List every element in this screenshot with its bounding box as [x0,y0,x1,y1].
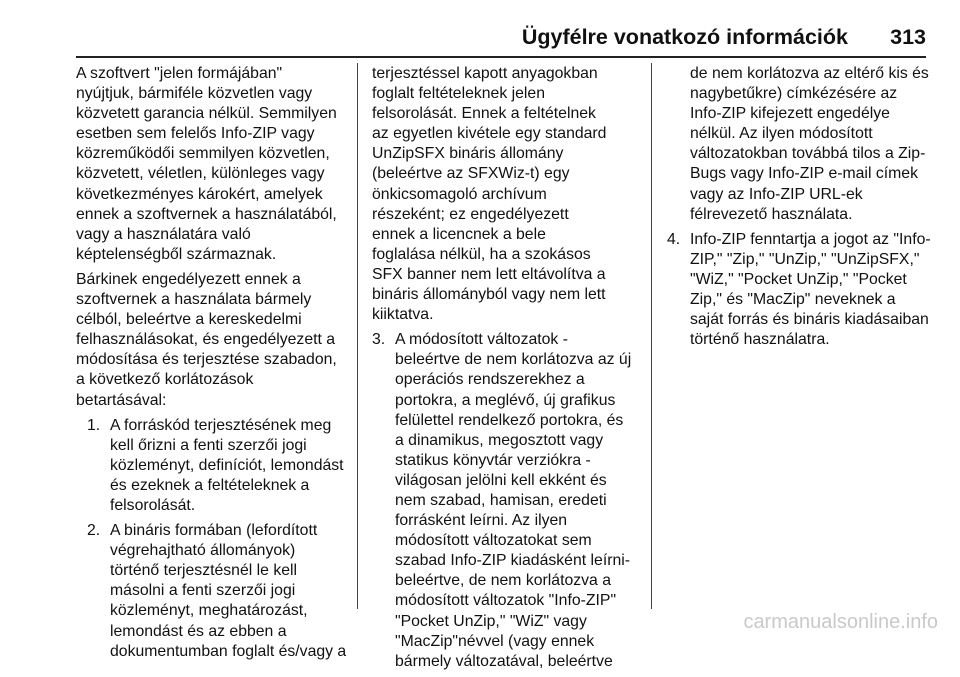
watermark: carmanualsonline.info [743,611,938,633]
text-line: felsorolását. [110,496,196,514]
text-line: nagybetűkre) címkézésére az [690,85,898,103]
text-column-1 [76,64,348,667]
text-line: következményes károkért, amelyek [76,185,323,203]
text-line: nyújtjuk, bármiféle közvetlen vagy [76,85,313,103]
text-line: (beleértve az SFXWiz-t) egy [372,165,570,183]
text-line: de nem korlátozva az eltérő kis és [690,65,929,82]
text-line: dokumentumban foglalt és/vagy a [110,642,347,660]
text-line: közvetett garancia nélkül. Semmilyen [76,105,337,123]
text-line: "Pocket UnZip," "WiZ" vagy [395,612,587,630]
section-title: Ügyfélre vonatkozó információk [521,25,848,49]
text-line: vagy az Info-ZIP URL-ek [690,185,863,203]
text-line: közreműködői semmilyen közvetlen, [76,145,330,163]
header-rule [76,56,926,58]
text-line: félrevezető használata. [690,205,853,223]
page-header [0,0,960,52]
text-line: forrásként leírni. Az ilyen [395,512,568,530]
list-item-3-continued [667,64,929,225]
text-line: A módosított változatok - [395,331,568,349]
text-line: Info-ZIP kifejezett engedélye [690,105,890,123]
text-line: nem szabad, hamisan, eredeti [395,491,607,509]
text-line: önkicsomagoló archívum [372,185,547,203]
paragraph-continuation [372,64,632,325]
text-line: foglalása nélkül, ha a szokásos [372,245,591,263]
text-line: részeként; ez engedélyezett [372,205,569,223]
text-line: szoftvernek a használata bármely [76,291,312,309]
text-line: képtelenségből származnak. [76,245,277,263]
text-column-2 [372,64,632,677]
text-line: másolni a fenti szerzői jogi [110,582,296,600]
text-line: lemondást és az ebben a [110,622,287,640]
paragraph-permission [76,270,348,411]
text-line: nélkül. Az ilyen módosított [690,125,873,143]
text-line: Bárkinek engedélyezett ennek a [76,270,301,288]
text-line: ZIP," "Zip," "UnZip," "UnZipSFX," [690,250,920,268]
text-line: bináris állományból vagy nem lett [372,286,606,304]
text-line: saját forrás és bináris kiadásaiban [690,311,929,329]
text-line: közleményt, meghatározást, [110,602,308,620]
text-line: A bináris formában (lefordított [110,522,318,540]
text-line: Bugs vagy Info-ZIP e-mail címek [690,165,918,183]
text-line: operációs rendszerekhez a [395,371,585,389]
text-line: felhasználásokat, és engedélyezett a [76,331,336,349]
list-item-2 [87,521,348,662]
text-line: szabad Info-ZIP kiadásként leírni- [395,552,631,570]
text-line: betartásával: [76,391,167,409]
text-line: beleértve de nem korlátozva az új [395,351,632,369]
text-line: esetben sem felelős Info-ZIP vagy [76,125,315,143]
text-line: a következő korlátozások [76,371,254,389]
text-line: ennek a szoftvernek a használatából, [76,205,337,223]
text-line: "MacZip"névvel (vagy ennek [395,632,595,650]
text-line: kell őrizni a fenti szerzői jogi [110,436,307,454]
text-line: felülettel rendelkező portokra, és [395,411,624,429]
text-line: közvetett, véletlen, különleges vagy [76,165,325,183]
text-line: Zip," és "MacZip" neveknek a [690,291,896,309]
text-line: az egyetlen kivétele egy standard [372,125,607,143]
text-line: történő terjesztésnél le kell [110,562,298,580]
text-line: statikus könyvtár verziókra - [395,451,591,469]
text-line: ennek a licencnek a bele [372,225,546,243]
text-line: SFX banner nem lett eltávolítva a [372,265,606,283]
list-number: 3. [372,331,386,349]
text-line: foglalt feltételeknek jelen [372,85,546,103]
page-number: 313 [890,25,926,49]
list-item-1 [87,416,348,516]
list-number: 2. [87,522,101,540]
text-line: és ezeknek a feltételeknek a [110,476,310,494]
text-line: A forráskód terjesztésének meg [110,416,332,434]
column-divider-2 [651,63,652,609]
list-number: 4. [667,230,681,248]
text-line: UnZipSFX bináris állomány [372,145,564,163]
text-line: vagy a használatára való [76,225,251,243]
paragraph-disclaimer [76,64,348,265]
text-line: módosított változatok "Info-ZIP" [395,592,617,610]
text-line: célból, beleértve a kereskedelmi [76,311,302,329]
list-item-4 [667,230,929,351]
text-line: közleményt, definíciót, lemondást [110,456,344,474]
text-line: változatokban továbbá tilos a Zip- [690,145,926,163]
text-line: beleértve, de nem korlátozva a [395,572,612,590]
text-line: bármely változatával, beleértve [395,652,613,670]
text-line: világosan jelölni kell ekként és [395,471,607,489]
text-line: a dinamikus, megosztott vagy [395,431,604,449]
text-line: módosított változatokat sem [395,532,592,550]
text-line: portokra, a meglévő, új grafikus [395,391,616,409]
column-divider-1 [357,63,358,609]
text-line: végrehajtható állományok) [110,542,296,560]
text-line: "WiZ," "Pocket UnZip," "Pocket [690,270,907,288]
list-item-3 [372,330,632,672]
text-line: Info-ZIP fenntartja a jogot az "Info- [690,230,931,248]
list-number: 1. [87,416,101,434]
text-line: módosítása és terjesztése szabadon, [76,351,337,369]
text-line: kiiktatva. [372,306,434,324]
text-line: A szoftvert "jelen formájában" [76,65,283,82]
text-line: történő használatra. [690,331,830,349]
text-line: terjesztéssel kapott anyagokban [372,65,598,82]
text-line: felsorolását. Ennek a feltételnek [372,105,596,123]
text-column-3 [667,64,929,355]
